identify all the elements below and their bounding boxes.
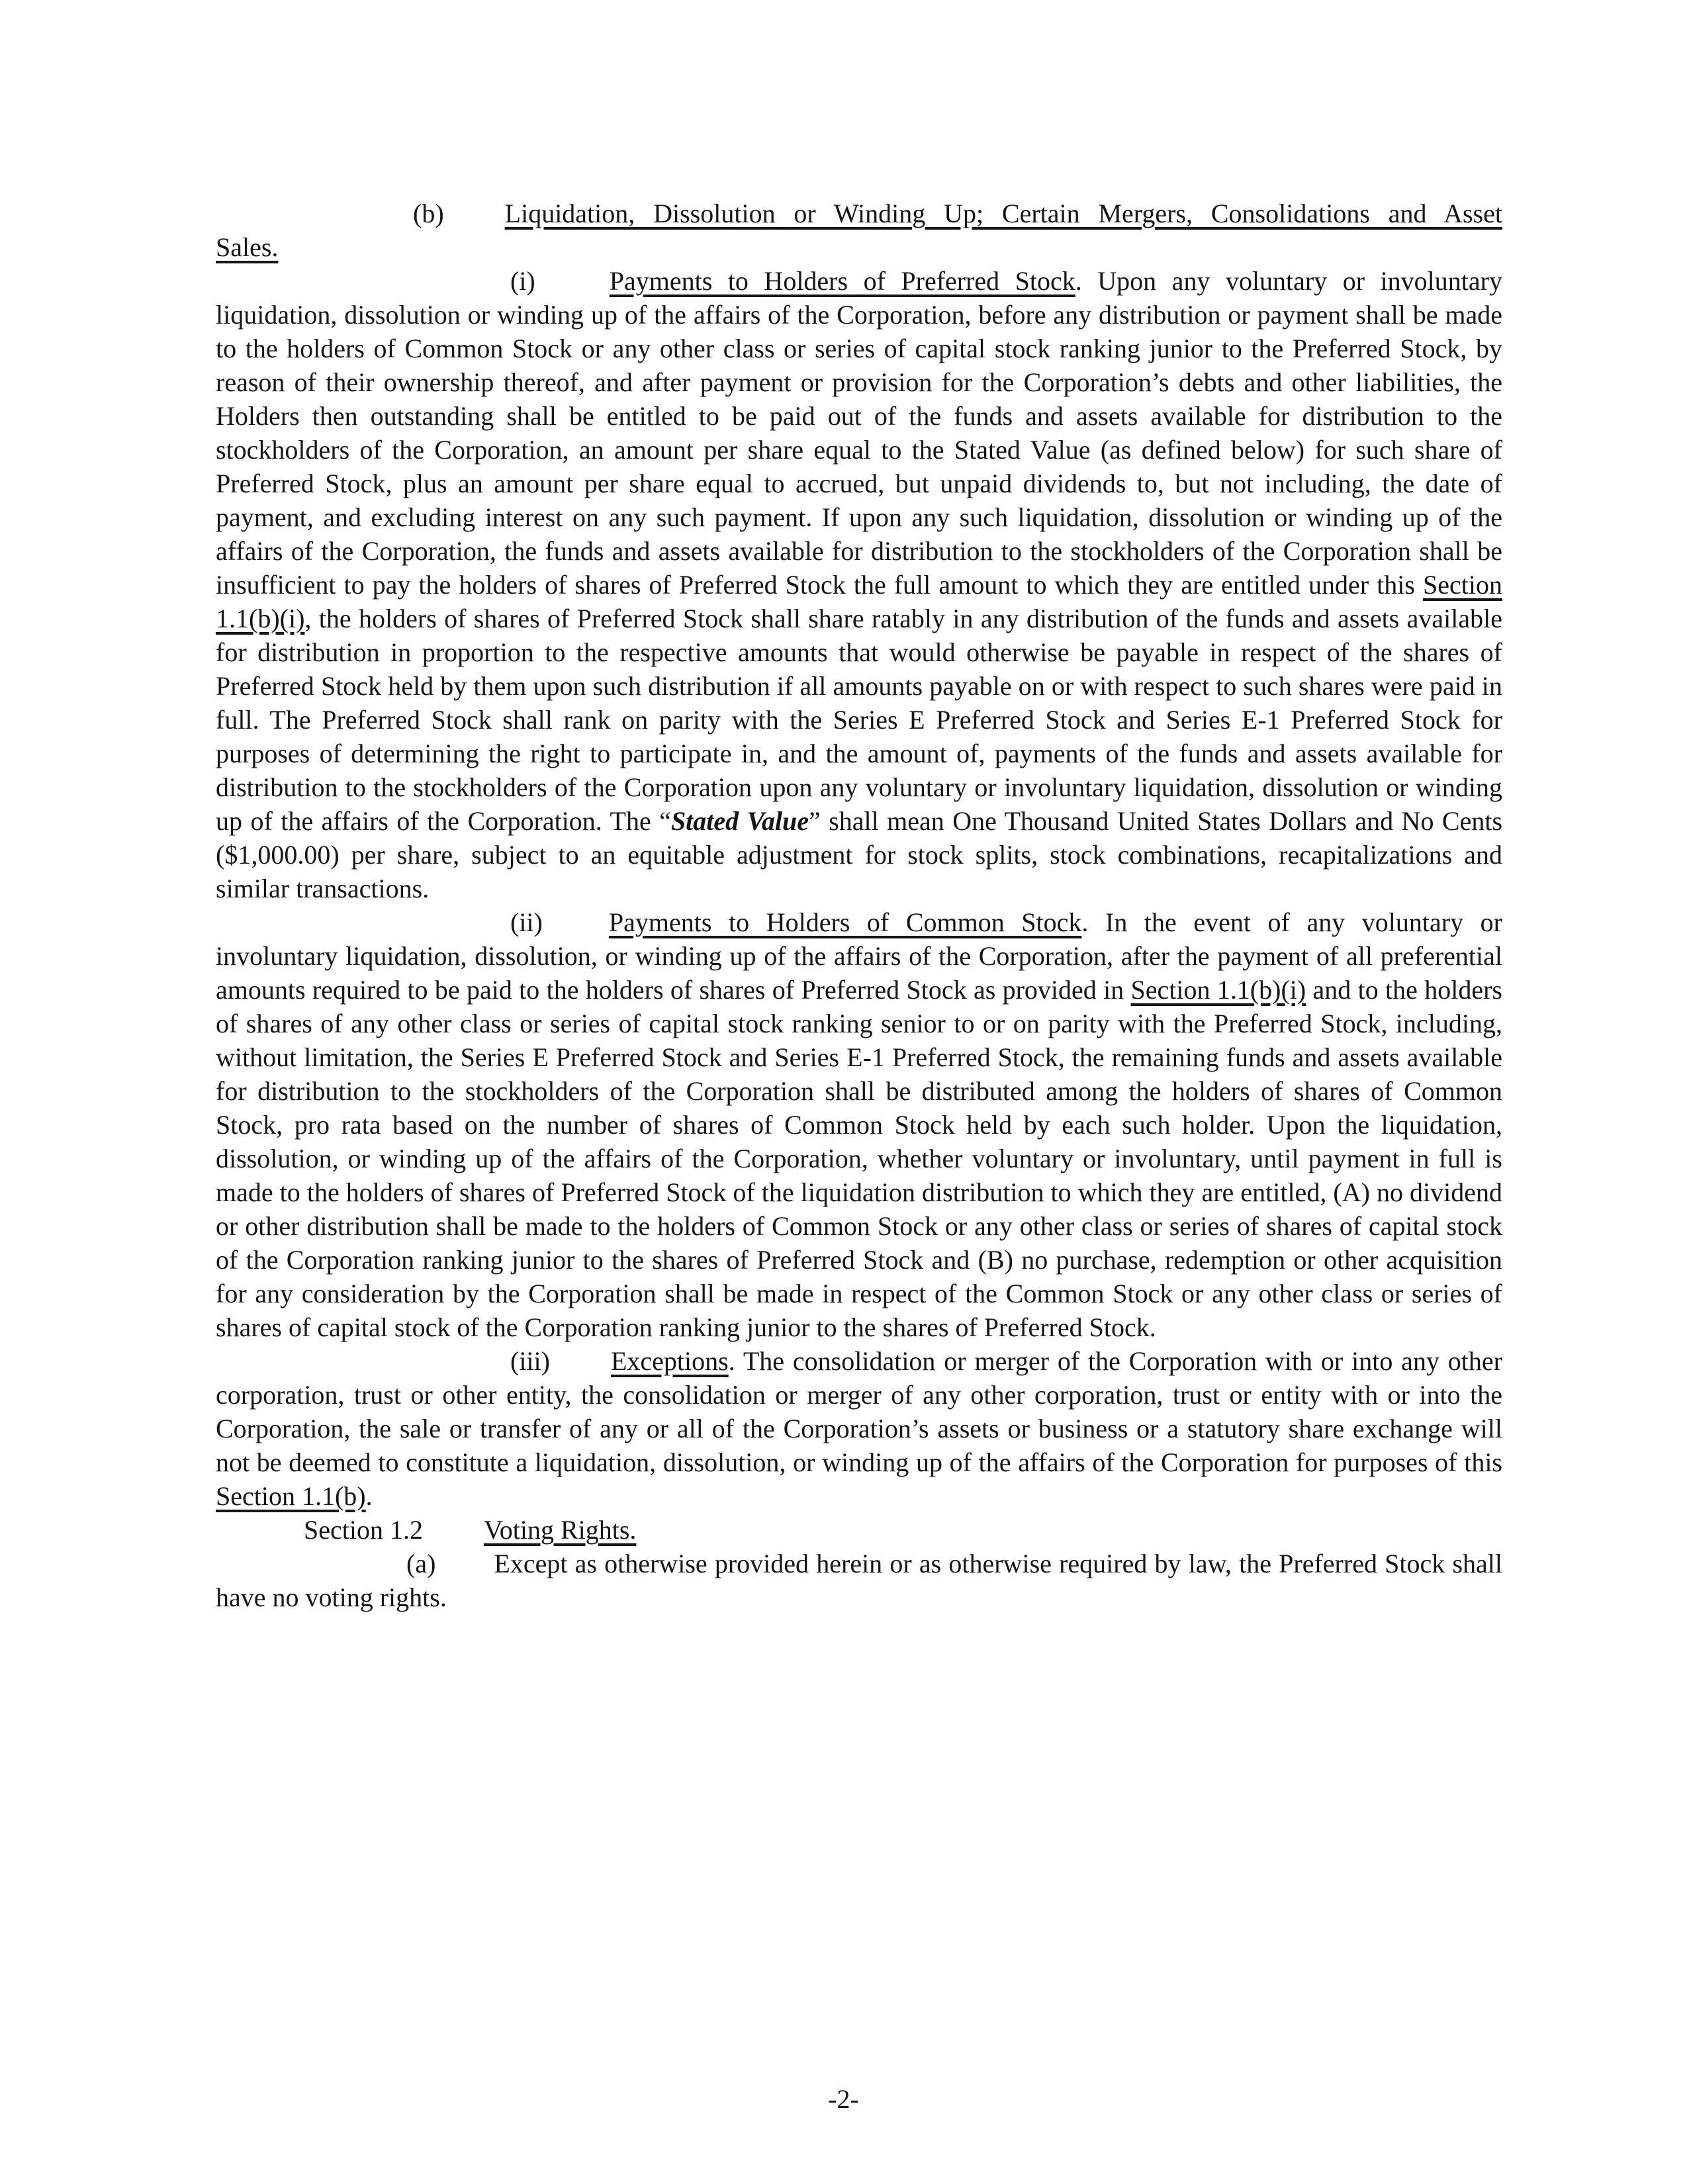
body-text: . In the event of any voluntary or involuntary liquidation, dissolution, or winding up of the affairs of the Corporation, after the payment of all preferential amounts required to be paid to the holders of shares of Preferred Stock as provided in [216, 907, 1502, 1005]
document-body [216, 197, 1502, 1614]
page-number: -2- [828, 2084, 859, 2114]
body-text: ” shall mean One Thousand United States Dollars and No Cents ($1,000.00) per share, subject to an equitable adjustment for stock splits, stock combinations, recapitalizations and similar transactions. [216, 806, 1503, 903]
body-text: . [365, 1481, 373, 1511]
tab-spacer [423, 1538, 484, 1539]
heading-voting-rights: Voting Rights. [483, 1515, 637, 1545]
body-text: , the holders of shares of Preferred Stock shall share ratably in any distribution of the funds and assets available for distribution in proportion to the respective amounts that would otherwise be payable in respect of the shares of Preferred Stock held by them upon such distribution if all amounts payable on or with respect to such shares were paid in full. The Preferred Stock shall rank on parity with the Series E Preferred Stock and Series E-1 Preferred Stock for purposes of determining the right to participate in, and the amount of, payments of the funds and assets available for distribution to the stockholders of the Corporation upon any voluntary or involuntary liquidation, dissolution or winding up of the affairs of the Corporation. The “ [216, 604, 1502, 836]
paragraph-a [216, 1547, 1502, 1614]
clause-label-i: (i) [510, 266, 535, 296]
body-text: . The consolidation or merger of the Corporation with or into any other corporation, trust or other entity, the consolidation or merger of any other corporation, trust or entity with or into the Corporation, the sale or transfer of any or all of the Corporation’s assets or business or a statutory share exchange will not be deemed to constitute a liquidation, dissolution, or winding up of the affairs of the Corporation for purposes of this [216, 1346, 1502, 1477]
heading-payments-common-stock: Payments to Holders of Common Stock [608, 907, 1082, 937]
stated-value-term: Stated Value [670, 806, 809, 836]
clause-label-ii: (ii) [510, 907, 543, 937]
section-ref-1-1-b-i: Section 1.1(b)(i) [1130, 975, 1306, 1005]
clause-label-iii: (iii) [510, 1346, 550, 1376]
section-ref-1-1-b-i: Section 1.1(b)(i) [216, 570, 1502, 633]
body-text: Except as otherwise provided herein or as otherwise required by law, the Preferred Stock shall have no voting rights. [216, 1549, 1502, 1612]
heading-liquidation-dissolution: Liquidation, Dissolution or Winding Up; Certain Mergers, Consolidations and Asset Sales. [216, 199, 1502, 262]
section-1-2-line [216, 1513, 1502, 1547]
paragraph-i [216, 264, 1502, 905]
section-ref-1-1-b: Section 1.1(b) [216, 1481, 366, 1511]
heading-payments-preferred-stock: Payments to Holders of Preferred Stock [609, 266, 1075, 296]
paragraph-b-heading [216, 197, 1502, 264]
clause-label-a: (a) [406, 1549, 436, 1578]
section-1-2-label: Section 1.2 [304, 1515, 423, 1545]
paragraph-iii [216, 1344, 1502, 1513]
heading-exceptions: Exceptions [610, 1346, 729, 1376]
body-text: and to the holders of shares of any other class or series of capital stock ranking senior to or on parity with the Preferred Stock, including, without limitation, the Series E Preferred Stock and Series E-1 Preferred Stock, the remaining funds and assets available for distribution to the stockholders of the Corporation shall be distributed among the holders of shares of Common Stock, pro rata based on the number of shares of Common Stock held by each such holder. Upon the liquidation, dissolution, or winding up of the affairs of the Corporation, whether voluntary or involuntary, until payment in full is made to the holders of shares of Preferred Stock of the liquidation distribution to which they are entitled, (A) no dividend or other distribution shall be made to the holders of Common Stock or any other class or series of shares of capital stock of the Corporation ranking junior to the shares of Preferred Stock and (B) no purchase, redemption or other acquisition for any consideration by the Corporation shall be made in respect of the Common Stock or any other class or series of shares of capital stock of the Corporation ranking junior to the shares of Preferred Stock. [216, 975, 1503, 1342]
paragraph-ii [216, 905, 1502, 1344]
body-text: . Upon any voluntary or involuntary liquidation, dissolution or winding up of the affairs of the Corporation, before any distribution or payment shall be made to the holders of Common Stock or any other class or series of capital stock ranking junior to the Preferred Stock, by reason of their ownership thereof, and after payment or provision for the Corporation’s debts and other liabilities, the Holders then outstanding shall be entitled to be paid out of the funds and assets available for distribution to the stockholders of the Corporation, an amount per share equal to the Stated Value (as defined below) for such share of Preferred Stock, plus an amount per share equal to accrued, but unpaid dividends to, but not including, the date of payment, and excluding interest on any such payment. If upon any such liquidation, dissolution or winding up of the affairs of the Corporation, the funds and assets available for distribution to the stockholders of the Corporation shall be insufficient to pay the holders of shares of Preferred Stock the full amount to which they are entitled under this [216, 266, 1502, 600]
clause-label-b: (b) [413, 199, 444, 228]
tab-spacer [535, 289, 610, 290]
tab-spacer [550, 1369, 611, 1370]
